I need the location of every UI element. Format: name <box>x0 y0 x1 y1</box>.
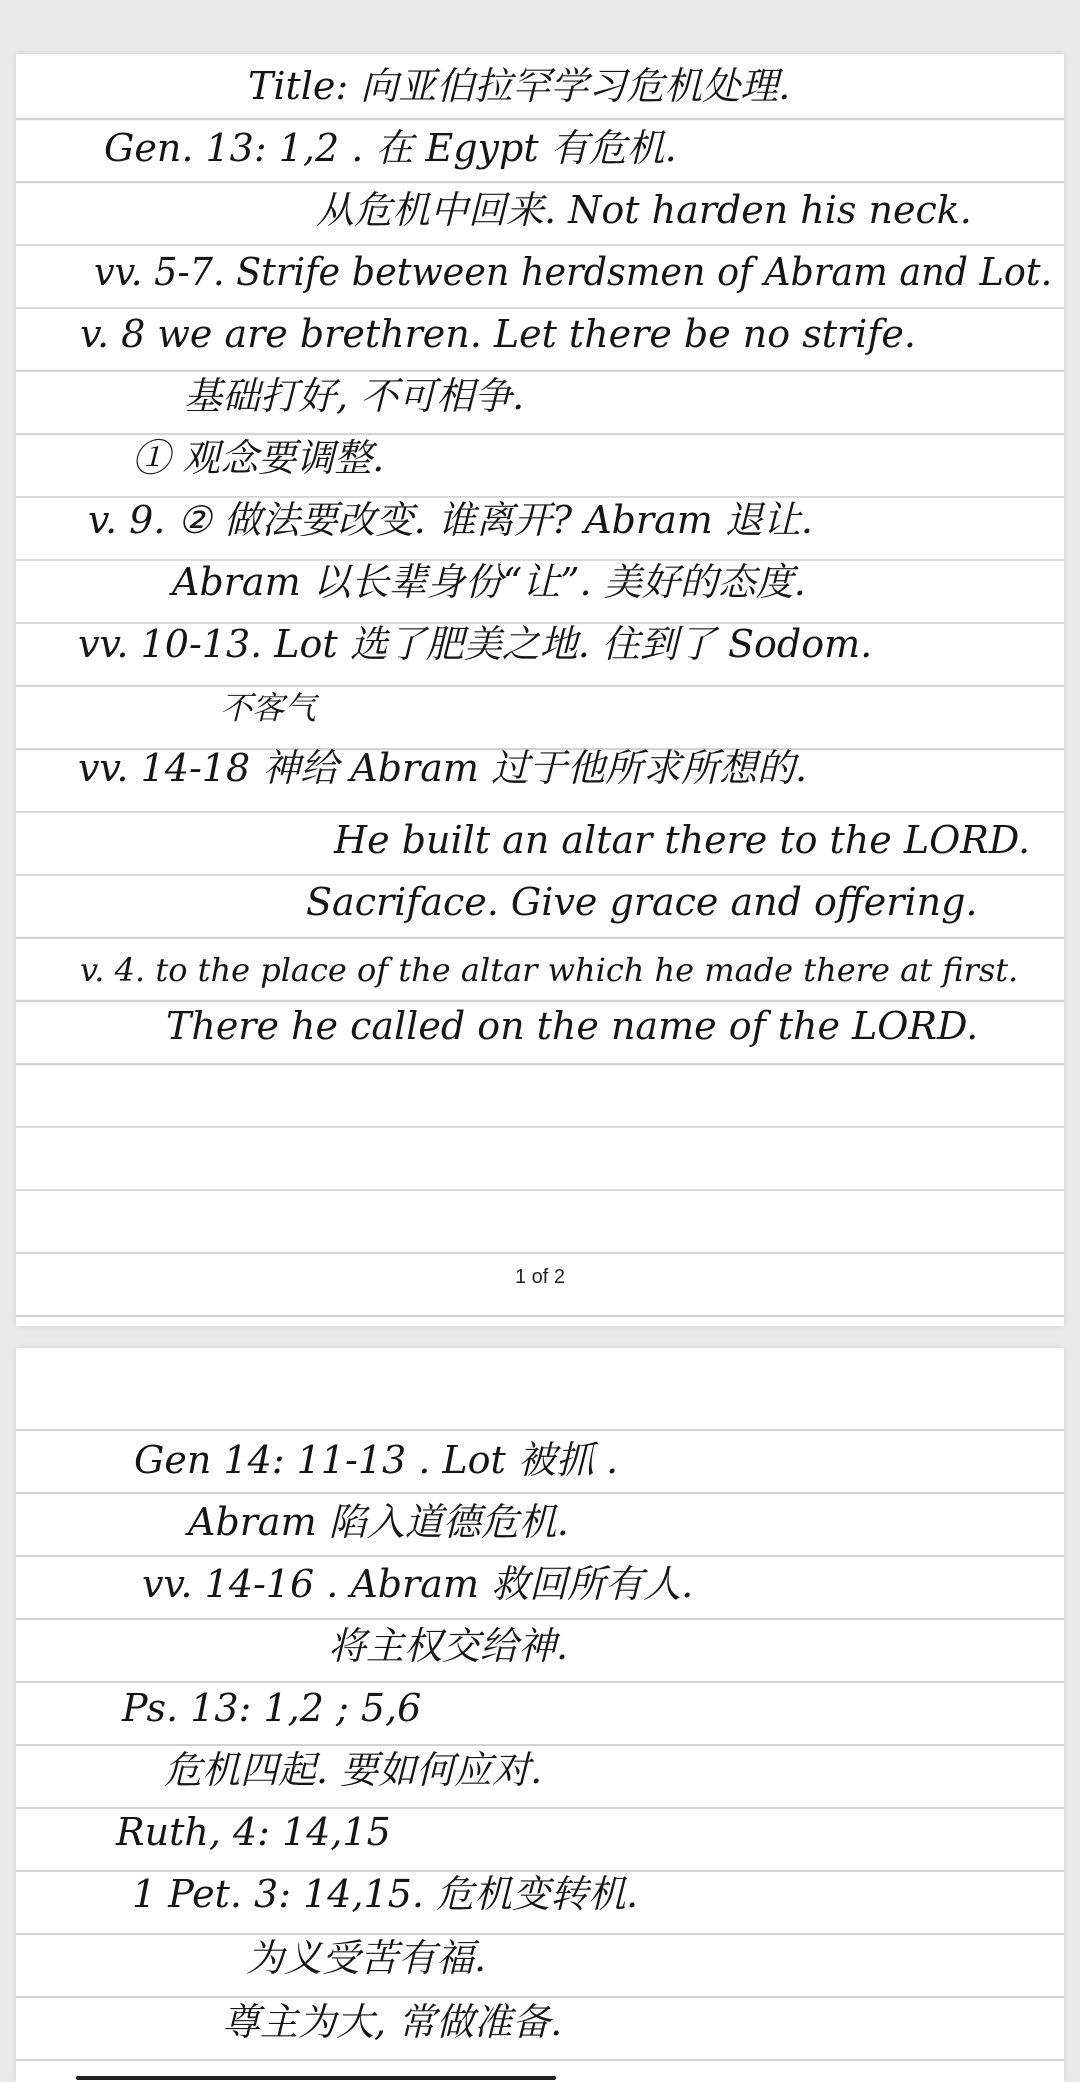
pen-stroke <box>76 2076 556 2080</box>
note-line: Ps. 13: 1,2 ; 5,6 <box>122 1686 422 1730</box>
note-title: Title: 向亚伯拉罕学习危机处理. <box>248 64 791 108</box>
note-line: 基础打好, 不可相争. <box>184 374 525 418</box>
note-line: Sacriface. Give grace and offering. <box>306 880 978 924</box>
note-line: Abram 以长辈身份“让”. 美好的态度. <box>172 560 806 604</box>
note-line: Abram 陷入道德危机. <box>188 1500 569 1544</box>
note-line: 危机四起. 要如何应对. <box>164 1748 543 1792</box>
notebook-page-1 <box>16 54 1064 1326</box>
page-counter: 1 of 2 <box>514 1266 566 1288</box>
note-line: 尊主为大, 常做准备. <box>222 2000 563 2044</box>
note-line: 从危机中回来. Not harden his neck. <box>316 188 972 232</box>
note-line: vv. 10-13. Lot 选了肥美之地. 住到了 Sodom. <box>78 622 873 666</box>
note-line: There he called on the name of the LORD. <box>166 1004 979 1048</box>
note-line: 将主权交给神. <box>328 1624 569 1668</box>
note-line: vv. 14-18 神给 Abram 过于他所求所想的. <box>78 746 808 790</box>
note-line: 为义受苦有福. <box>246 1936 487 1980</box>
note-line: Gen. 13: 1,2 . 在 Egypt 有危机. <box>104 126 677 170</box>
note-line: Ruth, 4: 14,15 <box>116 1810 391 1854</box>
note-line: vv. 14-16 . Abram 救回所有人. <box>142 1562 694 1606</box>
note-line: 1 Pet. 3: 14,15. 危机变转机. <box>132 1872 639 1916</box>
note-line: v. 8 we are brethren. Let there be no strife. <box>80 312 916 356</box>
note-annotation: 不客气 <box>220 689 317 727</box>
note-line: v. 9. ② 做法要改变. 谁离开? Abram 退让. <box>88 498 813 542</box>
note-line: v. 4. to the place of the altar which he made there at first. <box>80 951 1019 989</box>
note-line: Gen 14: 11-13 . Lot 被抓 . <box>134 1438 619 1482</box>
note-line: ① 观念要调整. <box>132 436 385 480</box>
notebook-page-2 <box>16 1348 1064 2082</box>
note-line: vv. 5-7. Strife between herdsmen of Abram and Lot. <box>94 250 1053 294</box>
note-line: He built an altar there to the LORD. <box>334 818 1031 862</box>
